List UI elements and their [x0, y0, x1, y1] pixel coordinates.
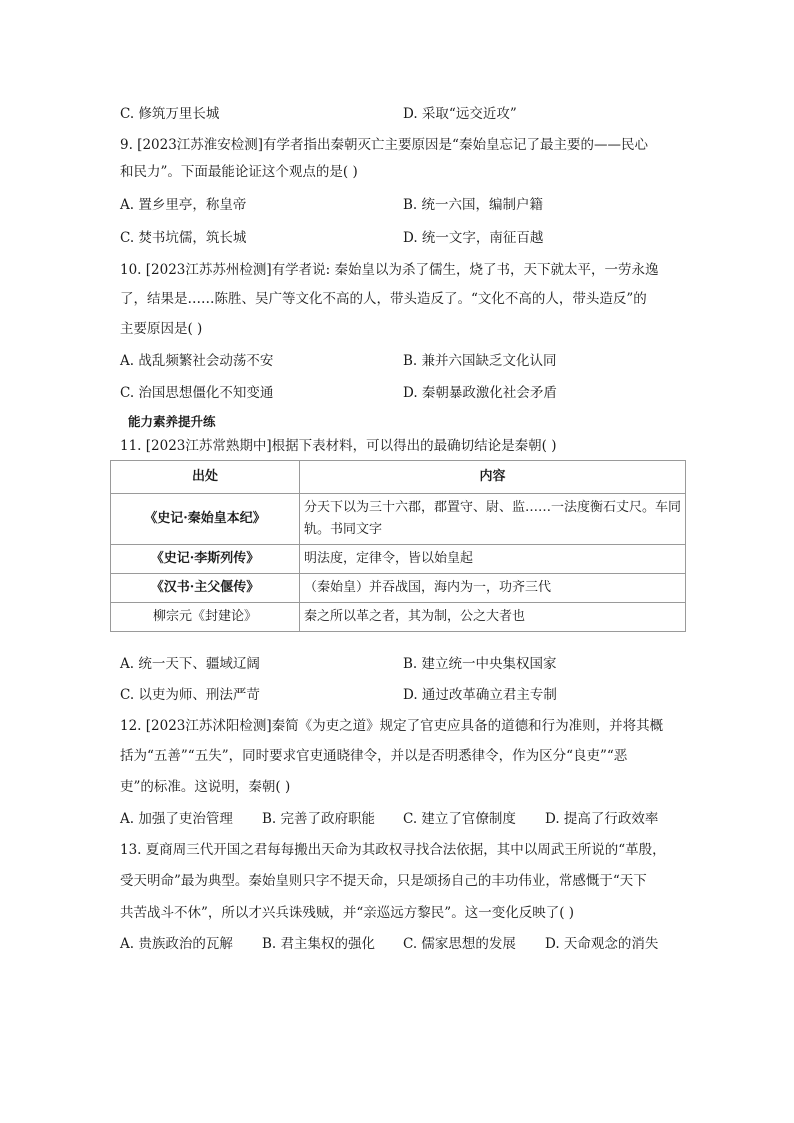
table-cell-source: 《史记·李斯列传》: [111, 545, 300, 574]
table-row: [111, 545, 686, 574]
table-row: [111, 603, 686, 632]
q13-stem-line2: 受天明命”最为典型。秦始皇则只字不提天命，只是颂扬自己的丰功伟业，常感慨于“天下: [120, 873, 647, 889]
q9-option-b: B. 统一六国，编制户籍: [403, 197, 544, 213]
q13-option-a: A. 贵族政治的瓦解: [120, 936, 233, 952]
q12-option-b: B. 完善了政府职能: [262, 811, 376, 827]
table-header-source: 出处: [111, 461, 300, 494]
table-cell-content: 明法度，定律令，皆以始皇起: [300, 545, 686, 574]
q12-stem-line3: 吏”的标准。这说明，秦朝( ): [120, 779, 291, 795]
q8-option-d: D. 采取“远交近攻”: [403, 106, 517, 122]
q11-stem-line1: 11. [2023江苏常熟期中]根据下表材料，可以得出的最确切结论是秦朝( ): [120, 438, 557, 454]
q11-option-a: A. 统一天下、疆域辽阔: [120, 656, 260, 672]
q10-stem-line1: 10. [2023江苏苏州检测]有学者说: 秦始皇以为杀了儒生，烧了书，天下就太平，一劳永逸: [120, 262, 659, 278]
table-cell-content: 分天下以为三十六郡，郡置守、尉、监……一法度衡石丈尺。车同轨。书同文字: [300, 494, 686, 545]
q12-option-a: A. 加强了吏治管理: [120, 811, 233, 827]
q12-option-d: D. 提高了行政效率: [545, 811, 659, 827]
table-row: [111, 574, 686, 603]
q9-option-c: C. 焚书坑儒，筑长城: [120, 230, 247, 246]
q11-material-table: [110, 460, 686, 632]
q12-option-c: C. 建立了官僚制度: [403, 811, 516, 827]
table-cell-source: 《史记·秦始皇本纪》: [111, 494, 300, 545]
table-header-row: [111, 461, 686, 494]
q9-option-d: D. 统一文字，南征百越: [403, 230, 544, 246]
q8-option-c: C. 修筑万里长城: [120, 106, 220, 122]
table-cell-source: 柳宗元《封建论》: [111, 603, 300, 632]
q13-option-d: D. 天命观念的消失: [545, 936, 659, 952]
q10-option-d: D. 秦朝暴政激化社会矛盾: [403, 385, 557, 401]
q11-option-d: D. 通过改革确立君主专制: [403, 687, 557, 703]
q12-stem-line2: 括为“五善”“五失”，同时要求官吏通晓律令，并以是否明悉律令，作为区分“良吏”“恶: [120, 748, 628, 764]
q9-stem-line2: 和民力”。下面最能论证这个观点的是( ): [120, 164, 358, 180]
q10-stem-line2: 了，结果是……陈胜、吴广等文化不高的人，带头造反了。“文化不高的人，带头造反”的: [120, 291, 647, 307]
q11-option-c: C. 以吏为师、刑法严苛: [120, 687, 260, 703]
q13-option-b: B. 君主集权的强化: [262, 936, 376, 952]
table-cell-content: （秦始皇）并吞战国，海内为一，功齐三代: [300, 574, 686, 603]
q9-stem-line1: 9. [2023江苏淮安检测]有学者指出秦朝灭亡主要原因是“秦始皇忘记了最主要的——民心: [120, 137, 648, 153]
q10-stem-line3: 主要原因是( ): [120, 321, 203, 337]
q11-option-b: B. 建立统一中央集权国家: [403, 656, 557, 672]
q10-option-a: A. 战乱频繁社会动荡不安: [120, 353, 274, 369]
q9-option-a: A. 置乡里亭，称皇帝: [120, 197, 247, 213]
section-heading: 能力素养提升练: [128, 414, 216, 429]
table-cell-content: 秦之所以革之者，其为制，公之大者也: [300, 603, 686, 632]
q13-stem-line1: 13. 夏商周三代开国之君每每搬出天命为其政权寻找合法依据，其中以周武王所说的“革殷，: [120, 842, 666, 858]
q10-option-b: B. 兼并六国缺乏文化认同: [403, 353, 557, 369]
q10-option-c: C. 治国思想僵化不知变通: [120, 385, 274, 401]
q12-stem-line1: 12. [2023江苏沭阳检测]秦简《为吏之道》规定了官吏应具备的道德和行为准则，并将其概: [120, 718, 664, 734]
table-cell-source: 《汉书·主父偃传》: [111, 574, 300, 603]
table-header-content: 内容: [300, 461, 686, 494]
table-row: [111, 494, 686, 545]
q13-stem-line3: 共苦战斗不休”，所以才兴兵诛残贼，并“亲巡远方黎民”。这一变化反映了( ): [120, 905, 575, 921]
q13-option-c: C. 儒家思想的发展: [403, 936, 516, 952]
